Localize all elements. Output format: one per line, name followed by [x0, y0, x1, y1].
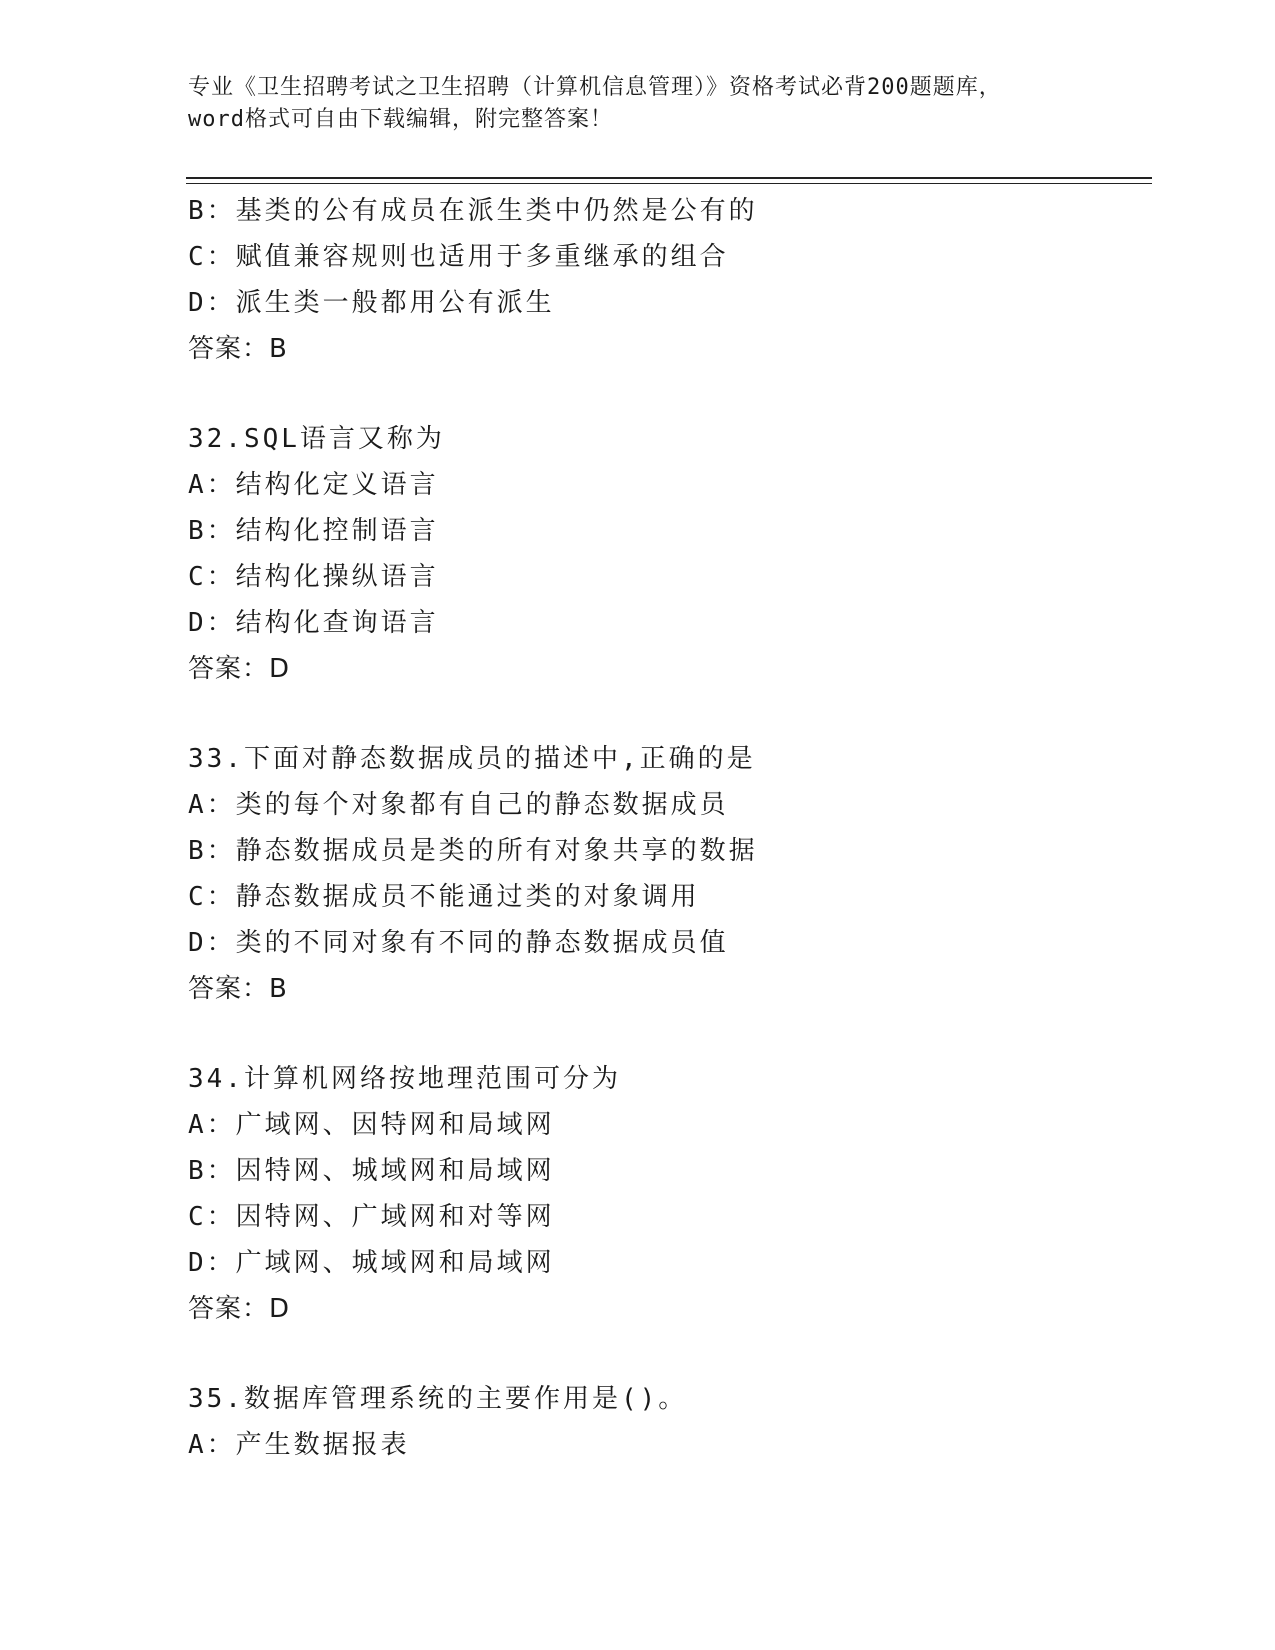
question-31-continued [188, 188, 1138, 372]
question-33 [188, 736, 1138, 1012]
option-b: B：因特网、城域网和局域网 [188, 1156, 555, 1186]
option-b: B：静态数据成员是类的所有对象共享的数据 [188, 836, 758, 866]
option-d: D：广域网、城域网和局域网 [188, 1248, 555, 1278]
option-c: C：因特网、广域网和对等网 [188, 1202, 555, 1232]
question-list [188, 188, 1138, 1468]
question-stem: 34.计算机网络按地理范围可分为 [188, 1064, 621, 1094]
option-a: A：类的每个对象都有自己的静态数据成员 [188, 790, 729, 820]
option-b: B：结构化控制语言 [188, 516, 439, 546]
option-d: D：结构化查询语言 [188, 608, 439, 638]
question-stem: 33.下面对静态数据成员的描述中,正确的是 [188, 744, 756, 774]
answer-line: 答案：B [188, 334, 288, 364]
option-d: D：派生类一般都用公有派生 [188, 288, 555, 318]
question-32 [188, 416, 1138, 692]
header-line-2: word格式可自由下载编辑，附完整答案！ [188, 107, 613, 132]
question-stem: 35.数据库管理系统的主要作用是()。 [188, 1384, 688, 1414]
question-stem: 32.SQL语言又称为 [188, 424, 445, 454]
option-a: A：结构化定义语言 [188, 470, 439, 500]
option-d: D：类的不同对象有不同的静态数据成员值 [188, 928, 729, 958]
option-a: A：广域网、因特网和局域网 [188, 1110, 555, 1140]
option-c: C：静态数据成员不能通过类的对象调用 [188, 882, 700, 912]
header-divider-thick [186, 177, 1152, 179]
answer-line: 答案：B [188, 974, 288, 1004]
option-c: C：结构化操纵语言 [188, 562, 439, 592]
option-b: B：基类的公有成员在派生类中仍然是公有的 [188, 196, 758, 226]
header-divider-thin [186, 183, 1152, 184]
answer-line: 答案：D [188, 1294, 291, 1324]
document-header [188, 72, 1088, 136]
answer-line: 答案：D [188, 654, 291, 684]
header-line-1: 专业《卫生招聘考试之卫生招聘（计算机信息管理）》资格考试必背200题题库， [188, 75, 1002, 100]
question-35 [188, 1376, 1138, 1468]
option-a: A：产生数据报表 [188, 1430, 410, 1460]
option-c: C：赋值兼容规则也适用于多重继承的组合 [188, 242, 729, 272]
question-34 [188, 1056, 1138, 1332]
